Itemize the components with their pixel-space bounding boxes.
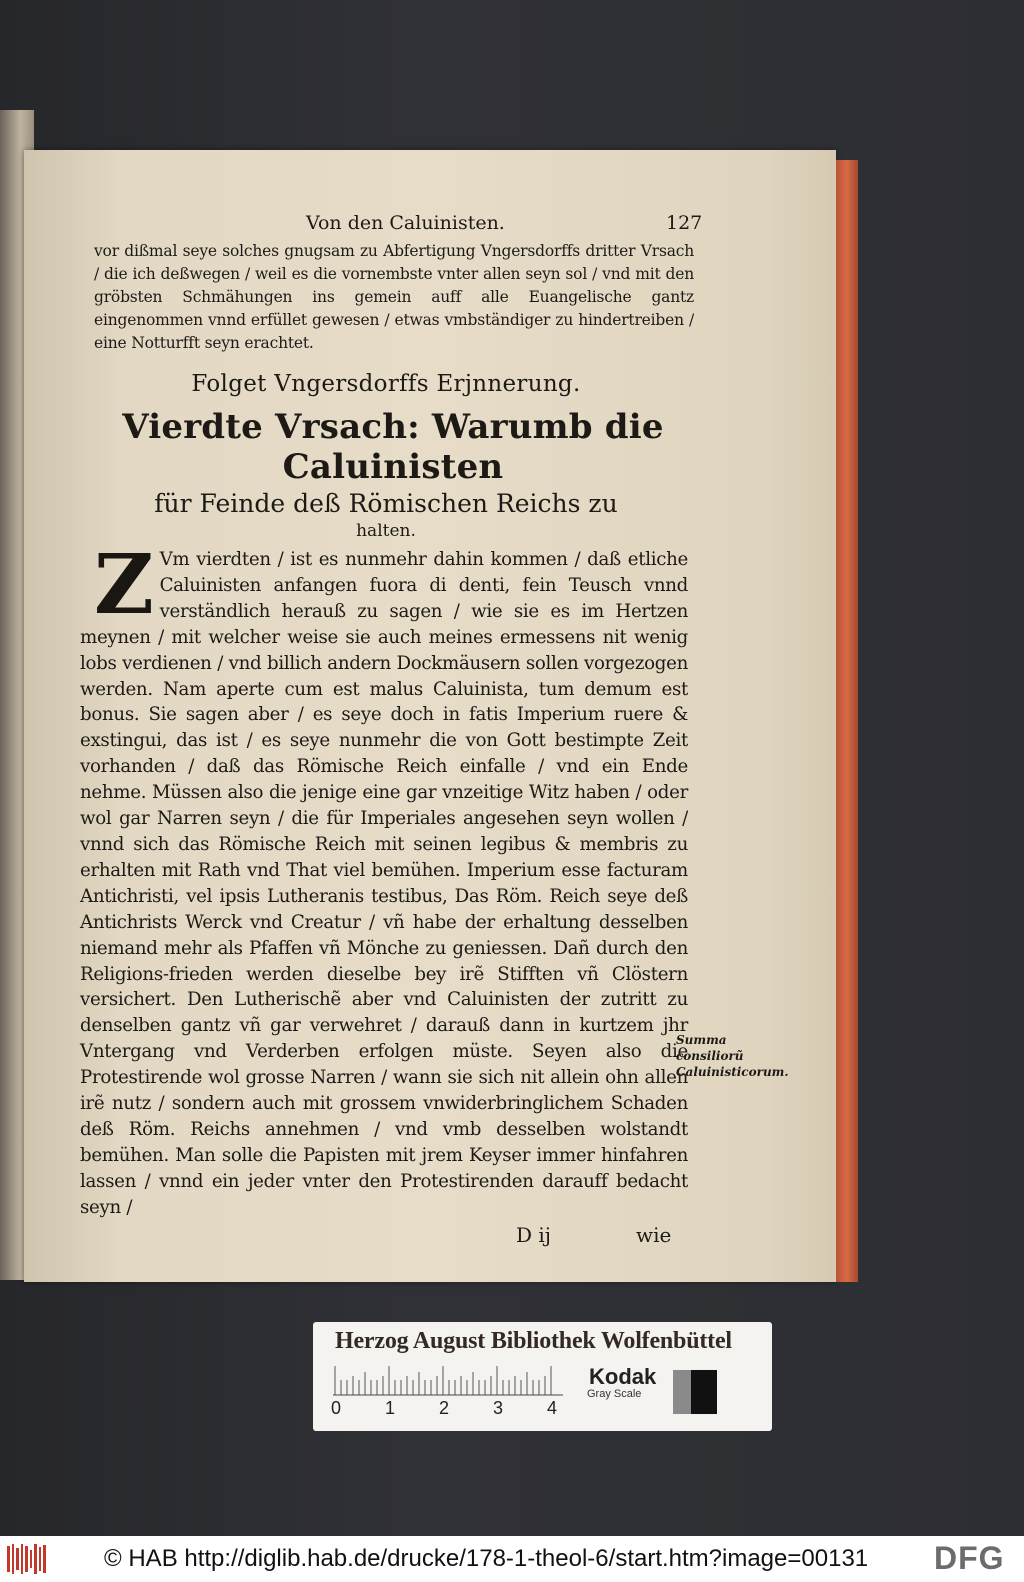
running-title: Von den Caluinisten. (306, 212, 505, 234)
signature-mark: D ij (516, 1222, 551, 1247)
scale-label-2: 2 (439, 1398, 450, 1418)
gray-patch (673, 1370, 691, 1414)
running-head (76, 208, 703, 238)
page-text-block (76, 208, 703, 1253)
hab-barcode-icon (6, 1542, 48, 1576)
body-text: Vm vierdten / ist es nunmehr dahin kommen / daß etliche Caluinisten anfangen fuora di denti, fein Teusch vnnd verständlich herauß zu sagen / wie sie es im Hertzen meynen / mit welcher weise sie auch meines ermessens nit wenig lobs verdienen / vnd billich andern Dockmäusern sollen vorgezogen werden. Nam aperte cum est malus Caluinista, tum demum est bonus. Sie sagen aber / es seye doch in fatis Imperium ruere & exstingui, das ist / es seye nunmehr die von Gott bestimpte Zeit vorhanden / daß das Römische Reich einfalle / vnd ein Ende nehme. Müssen also die jenige eine gar vnzeitige Witz haben / oder wol gar Narren seyn / die für Imperiales angesehen seyn wollen / vnnd sich das Römische Reich mit seinen legibus & membris zu erhalten mit Rath vnd That viel bemühen. Imperium esse facturam Antichristi, vel ipsis Lutheranis testibus, Das Röm. Reich seye deß Antichrists Werck vnd Creatur / vñ habe der erhaltung desselben niemand mehr als Pfaffen vñ Mönche zu geniessen. Dañ durch den Religions-frieden werden dieselbe bey irẽ Stifften vñ Clöstern versichert. Den Lutherischẽ aber vnd Caluinisten der zutritt zu denselben gantz vñ gar verwehret / darauß dann in kurtzem jhr Vntergang vnd Verderben erfolgen müste. Seyen also die Protestirende wol grosse Narren / wann sie sich nit allein ohn allen irẽ nutz / sondern auch mit grossem vnwiderbringlichem Schaden deß Röm. Reichs annehmen / vnd vmb desselben wolstandt bemühen. Man solle die Papisten mit jrem Keyser immer hinfahren lassen / vnnd ein jeder vnter den Protestirenden darauff bedacht seyn / (80, 549, 688, 1218)
sub-heading: Folget Vngersdorffs Erjnnerung. (191, 371, 581, 397)
footer-link[interactable]: © HAB http://diglib.hab.de/drucke/178-1-theol-6/start.htm?image=00131 (104, 1545, 869, 1572)
intro-paragraph: vor dißmal seye solches gnugsam zu Abfertigung Vngersdorffs dritter Vrsach / die ich deßwegen / weil es die vornembste vnter allen seyn sol / vnd mit den gröbsten Schmähungen ins gemein auff alle Euangelische gantz eingenommen vnnd erfüllet gewesen / etwas vmbständiger zu hindertreiben / eine Notturfft seyn erachtet. (94, 242, 694, 352)
scale-labels (327, 1398, 567, 1422)
color-reference-card (313, 1322, 772, 1431)
black-patch (691, 1370, 717, 1414)
gray-scale-label: Gray Scale (587, 1388, 642, 1400)
chapter-title-line2: für Feinde deß Römischen Reichs zu (154, 489, 618, 518)
scale-label-0: 0 (331, 1398, 342, 1418)
ruler-scale-icon (333, 1362, 563, 1396)
footer-bar (0, 1536, 1024, 1582)
page-edge-red (836, 160, 858, 1282)
scale-label-4: 4 (547, 1398, 558, 1418)
body-paragraph (80, 537, 688, 1221)
chapter-title-line1: Vierdte Vrsach: Warumb die Caluinisten (122, 407, 664, 487)
dfg-logo: DFG (934, 1540, 1005, 1576)
kodak-brand: Kodak (589, 1364, 657, 1389)
scale-label-3: 3 (493, 1398, 504, 1418)
drop-cap: Z (94, 537, 154, 633)
scale-label-1: 1 (385, 1398, 396, 1418)
catchword: wie (636, 1222, 672, 1247)
chapter-title-line3: halten. (356, 521, 416, 541)
page-number: 127 (666, 212, 703, 234)
margin-note: Summa consiliorũ Caluinisticorum. (676, 1033, 789, 1079)
card-title: Herzog August Bibliothek Wolfenbüttel (335, 1328, 732, 1354)
page-footer-line (76, 1223, 696, 1253)
